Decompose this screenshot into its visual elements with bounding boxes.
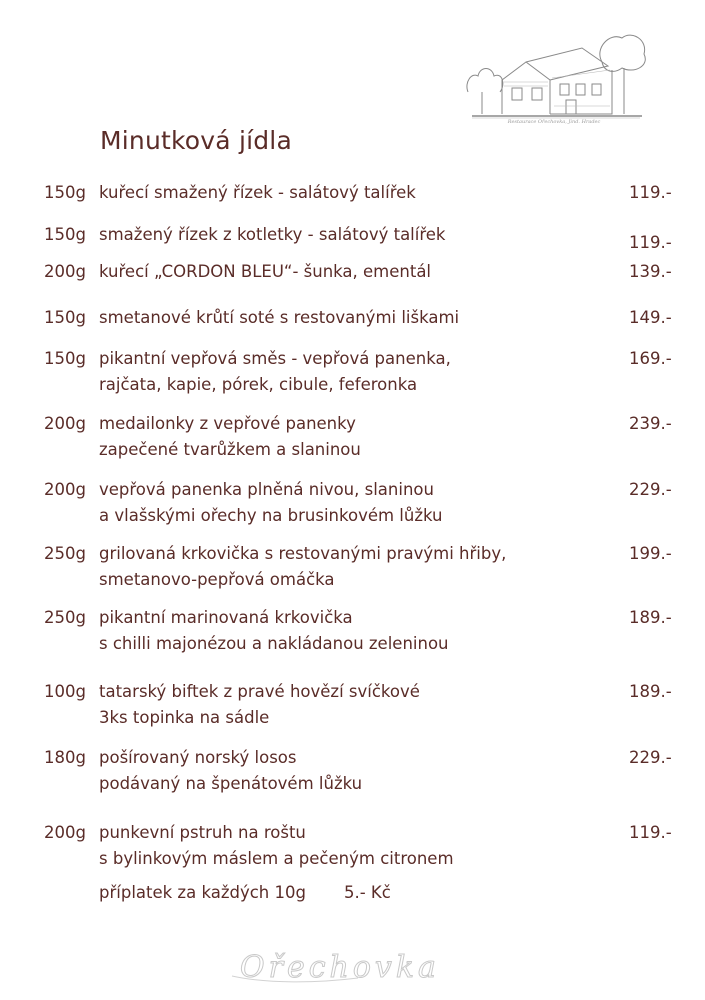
menu-item-description-line: kuřecí „CORDON BLEU“- šunka, ementál bbox=[99, 262, 432, 281]
menu-item-description-line: kuřecí smažený řízek - salátový talířek bbox=[99, 183, 416, 202]
menu-item-weight: 200g bbox=[44, 414, 86, 433]
menu-item-price: 229.- bbox=[629, 748, 672, 767]
menu-item-description-line: pikantní marinovaná krkovička bbox=[99, 608, 353, 627]
menu-item-description bbox=[99, 259, 431, 285]
menu-item-description-line: smažený řízek z kotletky - salátový talířek bbox=[99, 225, 446, 244]
menu-item-weight: 180g bbox=[44, 748, 86, 767]
menu-item-description-line: 3ks topinka na sádle bbox=[99, 708, 270, 727]
menu-item-price: 139.- bbox=[629, 262, 672, 281]
menu-item-description bbox=[99, 346, 451, 398]
surcharge-note bbox=[99, 880, 391, 906]
restaurant-house-sketch-logo bbox=[462, 22, 650, 126]
menu-item-price: 119.- bbox=[629, 823, 672, 842]
menu-item-weight: 200g bbox=[44, 480, 86, 499]
footer-script-logo bbox=[228, 950, 452, 984]
surcharge-price: 5.- Kč bbox=[343, 883, 391, 902]
menu-item-description bbox=[99, 745, 362, 797]
menu-item-weight: 250g bbox=[44, 544, 86, 563]
menu-item-description-line: zapečené tvarůžkem a slaninou bbox=[99, 440, 361, 459]
menu-item-price: 229.- bbox=[629, 480, 672, 499]
menu-item-weight: 100g bbox=[44, 682, 86, 701]
menu-item-description-line: s chilli majonézou a nakládanou zeleninou bbox=[99, 634, 449, 653]
menu-item-description-line: punkevní pstruh na roštu bbox=[99, 823, 306, 842]
menu-item-weight: 150g bbox=[44, 183, 86, 202]
menu-item-price: 199.- bbox=[629, 544, 672, 563]
menu-item-price: 169.- bbox=[629, 349, 672, 368]
logo-caption: Restaurace Ořechovka, Jind. Hradec bbox=[507, 119, 601, 125]
menu-item-description-line: s bylinkovým máslem a pečeným citronem bbox=[99, 849, 454, 868]
menu-item-description bbox=[99, 305, 459, 331]
page-title: Minutková jídla bbox=[100, 126, 292, 155]
menu-item-description-line: pošírovaný norský losos bbox=[99, 748, 297, 767]
menu-item-price: 189.- bbox=[629, 608, 672, 627]
menu-item-description-line: smetanovo-pepřová omáčka bbox=[99, 570, 335, 589]
menu-item-price: 119.- bbox=[629, 183, 672, 202]
menu-item-weight: 250g bbox=[44, 608, 86, 627]
menu-item-price: 189.- bbox=[629, 682, 672, 701]
menu-item-weight: 150g bbox=[44, 225, 86, 244]
menu-item-description bbox=[99, 180, 416, 206]
menu-item-description bbox=[99, 605, 449, 657]
menu-item-description-line: smetanové krůtí soté s restovanými liškami bbox=[99, 308, 460, 327]
menu-item-description bbox=[99, 477, 443, 529]
menu-item-weight: 200g bbox=[44, 262, 86, 281]
menu-item-description bbox=[99, 820, 454, 872]
menu-item-description bbox=[99, 222, 445, 248]
menu-item-description-line: podávaný na špenátovém lůžku bbox=[99, 774, 363, 793]
menu-item-description-line: medailonky z vepřové panenky bbox=[99, 414, 356, 433]
menu-item-description-line: rajčata, kapie, pórek, cibule, feferonka bbox=[99, 375, 418, 394]
footer-logo-text: Ořechovka bbox=[240, 950, 440, 984]
menu-item-price: 119.- bbox=[629, 233, 672, 252]
menu-item-description bbox=[99, 411, 361, 463]
menu-item-description-line: pikantní vepřová směs - vepřová panenka, bbox=[99, 349, 451, 368]
menu-item-price: 239.- bbox=[629, 414, 672, 433]
menu-item-description bbox=[99, 679, 420, 731]
menu-item-weight: 150g bbox=[44, 349, 86, 368]
menu-item-description-line: grilovaná krkovička s restovanými pravými hřiby, bbox=[99, 544, 507, 563]
menu-item-price: 149.- bbox=[629, 308, 672, 327]
menu-item-description bbox=[99, 541, 506, 593]
menu-item-description-line: tatarský biftek z pravé hovězí svíčkové bbox=[99, 682, 420, 701]
menu-item-weight: 150g bbox=[44, 308, 86, 327]
menu-item-description-line: a vlašskými ořechy na brusinkovém lůžku bbox=[99, 506, 443, 525]
menu-item-weight: 200g bbox=[44, 823, 86, 842]
menu-item-description-line: vepřová panenka plněná nivou, slaninou bbox=[99, 480, 434, 499]
surcharge-label: příplatek za každých 10g bbox=[99, 883, 306, 902]
